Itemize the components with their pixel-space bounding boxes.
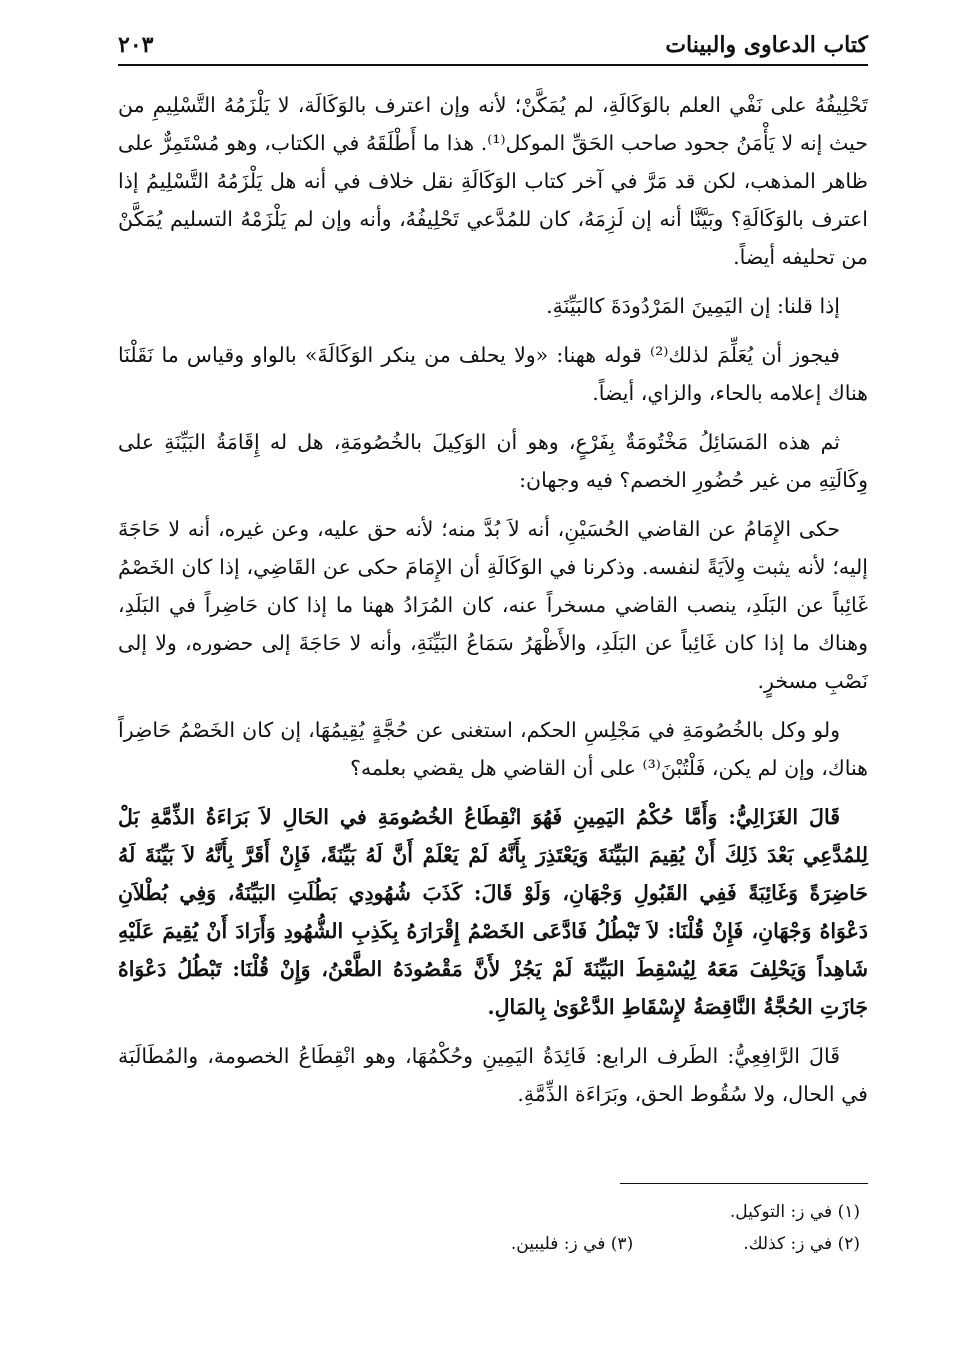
page-header <box>118 28 868 62</box>
paragraph: فيجوز أن يُعَلِّمَ لذلك⁽²⁾ قوله ههنا: «ولا يحلف من ينكر الوَكَالَةَ» بالواو وقياس ما نَقَلْنَا هناك إعلامه بالحاء، والزاي، أيضاً. <box>118 343 868 405</box>
ghazali-text-paragraph: قَالَ الغَزَالِيُّ: وَأَمَّا حُكْمُ اليَمِينِ فَهُوَ انْقِطَاعُ الخُصُومَةِ في الحَالِ لاَ بَرَاءَةُ الذِّمَّةِ بَلْ لِلمُدَّعِي بَعْدَ ذَلِكَ أَنْ يُقِيمَ البَيِّنَةَ وَيَعْتَذِرَ بِأَنَّهُ لَمْ يَعْلَمْ أَنَّ لَهُ بَيِّنَةً، فَإِنْ أَقَرَّ بِأَنَّهُ لاَ بَيِّنَةَ لَهُ حَاضِرَةً وَغَائِبَةً فَفِي القَبُولِ وَجْهَانِ، وَلَوْ قَالَ: كَذَبَ شُهُودِي بَطُلَتِ البَيِّنَةُ، وَفِي بُطْلاَنِ دَعْوَاهُ وَجْهَانِ، فَإِنْ قُلْنَا: لاَ تَبْطُلُ فَادَّعَى الخَصْمُ إِقْرَارَهُ بِكَذِبِ الشُّهُودِ وَأَرَادَ أَنْ يُقِيمَ عَلَيْهِ شَاهِداً وَيَحْلِفَ مَعَهُ لِيُسْقِطَ البَيِّنَةَ لَمْ يَجُزْ لأَنَّ مَقْصُودَهُ الطَّعْنُ، وَإِنْ قُلْنَا: تَبْطُلُ دَعْوَاهُ جَازَتِ الحُجَّةُ النَّاقِصَةُ لإِسْقَاطِ الدَّعْوَىٰ بِالمَالِ. <box>118 805 868 1019</box>
header-rule <box>118 64 868 66</box>
page-number: ٢٠٣ <box>118 32 154 58</box>
footnote-2: (٢) في ز: كذلك. <box>743 1234 860 1254</box>
paragraph: إذا قلنا: إن اليَمِينَ المَرْدُودَةَ كالبَيِّنَةِ. <box>546 294 840 318</box>
footnote-1: (١) في ز: التوكيل. <box>729 1202 860 1222</box>
footnote-rule <box>620 1183 868 1184</box>
paragraph: ولو وكل بالخُصُومَةِ في مَجْلِسِ الحكم، استغنى عن حُجَّةٍ يُقِيمُهَا، إن كان الخَصْمُ حَاضِراً هناك، وإن لم يكن، فَلْتُبْنَ⁽³⁾ على أن القاضي هل يقضي بعلمه؟ <box>118 718 868 780</box>
paragraph: تَحْلِيفُهُ على نَفْي العلم بالوَكَالَةِ، لم يُمَكَّنْ؛ لأنه وإن اعترف بالوَكَالَة، لا يَلْزَمُهُ التَّسْلِيمِ من حيث إنه لا يَأْمَنُ جحود صاحب الحَقِّ الموكل⁽¹⁾. هذا ما أَطْلَقَهُ في الكتاب، وهو مُسْتَمِرٌّ على ظاهر المذهب، لكن قد مَرَّ في آخر كتاب الوَكَالَةِ نقل خلاف في أنه هل يَلْزَمُهُ التَّسْلِيمُ إذا اعترف بالوَكَالَةِ؟ وبَيَّنَّا أنه إن لَزِمَهُ، كان للمُدَّعي تَحْلِيفُهُ، وأنه وإن لم يَلْزَمْهُ التسليم يُمَكَّنْ من تحليفه أيضاً. <box>118 93 868 269</box>
footnote-row <box>300 1228 860 1260</box>
footnote-row <box>300 1196 860 1228</box>
paragraph: ثم هذه المَسَائِلُ مَخْتُومَةٌ بِفَرْعٍ، وهو أن الوَكِيلَ بالخُصُومَةِ، هل له إِقَامَةُ البَيِّنَةِ على وِكَالَتِهِ من غير حُضُورِ الخصم؟ فيه وجهان: <box>118 430 868 492</box>
footnotes <box>300 1196 860 1260</box>
rafii-commentary-paragraph: قَالَ الرَّافِعِيُّ: الطَرف الرابع: فَائِدَةُ اليَمِينِ وحُكْمُهَا، وهو انْقِطَاعُ الخصومة، والمُطَالَبَة في الحال، ولا سُقُوط الحق، وبَرَاءَة الذِّمَّةِ. <box>118 1044 868 1106</box>
main-text <box>118 86 868 1124</box>
book-title: كتاب الدعاوى والبينات <box>665 32 868 58</box>
paragraph: حكى الإِمَامُ عن القاضي الحُسَيْنِ، أنه لاَ بُدَّ منه؛ لأنه حق عليه، وعن غيره، أنه لا حَاجَةَ إليه؛ لأنه يثبت وِلاَيَةً لنفسه. وذكرنا في الوَكَالَةِ أن الإِمَامَ حكى عن القَاضِي، إذا كان الخَصْمُ غَائِباً عن البَلَدِ، ينصب القاضي مسخراً عنه، كان المُرَادُ ههنا ما إذا كان حَاضِراً في البَلَدِ، وهناك ما إذا كان غَائِباً عن البَلَدِ، والأَظْهَرُ سَمَاعُ البَيِّنَةِ، وأنه لا حَاجَةَ إلى حضوره، ولا إلى نَصْبِ مسخرٍ. <box>118 517 868 693</box>
footnote-3: (٣) في ز: فليبين. <box>510 1234 634 1254</box>
